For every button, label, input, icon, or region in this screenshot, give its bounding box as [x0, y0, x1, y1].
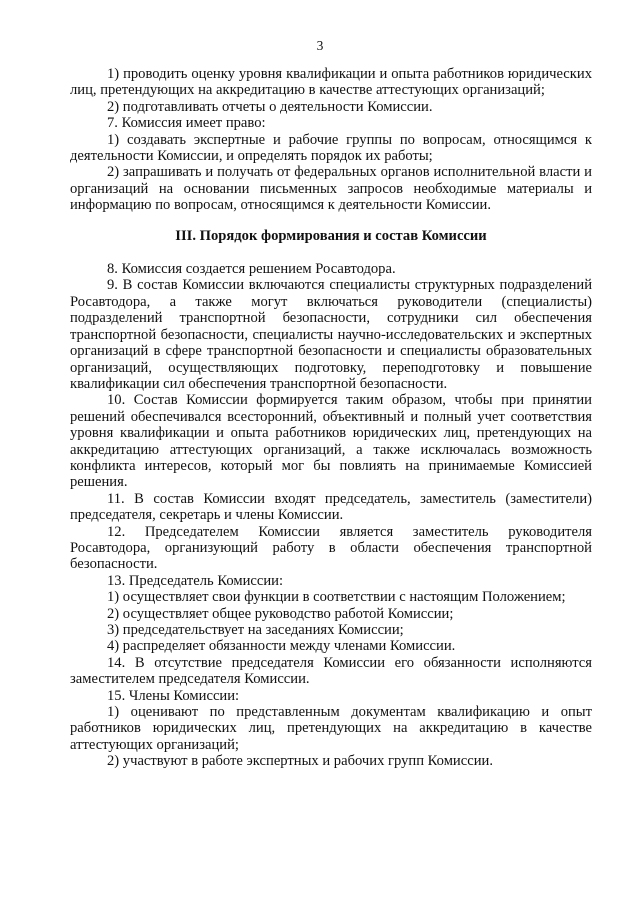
- section-intro: [70, 66, 592, 214]
- section-heading: III. Порядок формирования и состав Комиссии: [175, 227, 487, 244]
- paragraph: 15. Члены Комиссии:: [107, 687, 240, 704]
- paragraph: 2) участвуют в работе экспертных и рабочих групп Комиссии.: [107, 753, 493, 770]
- paragraph: 1) оценивают по представленным документам квалификацию и опыт работников юридических лиц, претендующих на аккредитацию в качестве аттестующих организаций;: [70, 704, 592, 753]
- section-body: [70, 261, 592, 770]
- paragraph: 2) осуществляет общее руководство работой Комиссии;: [107, 605, 454, 622]
- paragraph: 10. Состав Комиссии формируется таким образом, чтобы при принятии решений обеспечивался всесторонний, объективный и полный учет соответствия уровня квалификации и опыта работников юридических лиц, претендующих на аккредитацию аттестующих организаций, а также исключалась возможность конфликта интересов, который мог бы повлиять на принимаемые Комиссией решения.: [70, 392, 592, 491]
- paragraph: 9. В состав Комиссии включаются специалисты структурных подразделений Росавтодора, а также могут включаться руководители (специалисты) подразделений транспортной безопасности, сотрудники сил обеспечения транспортной безопасности, специалисты научно-исследовательских и экспертных организаций в сфере транспортной безопасности и специалисты образовательных организаций, осуществляющих подготовку, переподготовку и повышение квалификации сил обеспечения транспортной безопасности.: [70, 277, 592, 392]
- paragraph: 11. В состав Комиссии входят председатель, заместитель (заместители) председателя, секретарь и члены Комиссии.: [70, 490, 592, 524]
- paragraph: 13. Председатель Комиссии:: [107, 572, 284, 589]
- paragraph: 12. Председателем Комиссии является заместитель руководителя Росавтодора, организующий работу в области обеспечения транспортной безопасности.: [70, 523, 592, 573]
- paragraph: 1) осуществляет свои функции в соответствии с настоящим Положением;: [107, 589, 566, 606]
- paragraph: 3) председательствует на заседаниях Комиссии;: [107, 622, 404, 638]
- paragraph: 2) подготавливать отчеты о деятельности Комиссии.: [107, 98, 433, 115]
- paragraph: 2) запрашивать и получать от федеральных органов исполнительной власти и организаций на основании письменных запросов необходимые материалы и информацию по вопросам, относящимся к деятельности Комиссии.: [70, 164, 592, 214]
- paragraph: 7. Комиссия имеет право:: [107, 115, 266, 132]
- page-number: 3: [316, 38, 324, 53]
- paragraph: 1) создавать экспертные и рабочие группы по вопросам, относящимся к деятельности Комиссии, и определять порядок их работы;: [70, 131, 592, 165]
- document-body: [70, 66, 592, 770]
- paragraph: 1) проводить оценку уровня квалификации и опыта работников юридических лиц, претендующих на аккредитацию в качестве аттестующих организаций;: [70, 66, 592, 99]
- paragraph: 14. В отсутствие председателя Комиссии его обязанности исполняются заместителем председателя Комиссии.: [70, 654, 592, 688]
- paragraph: 8. Комиссия создается решением Росавтодора.: [107, 261, 396, 278]
- paragraph: 4) распределяет обязанности между членами Комиссии.: [107, 638, 456, 655]
